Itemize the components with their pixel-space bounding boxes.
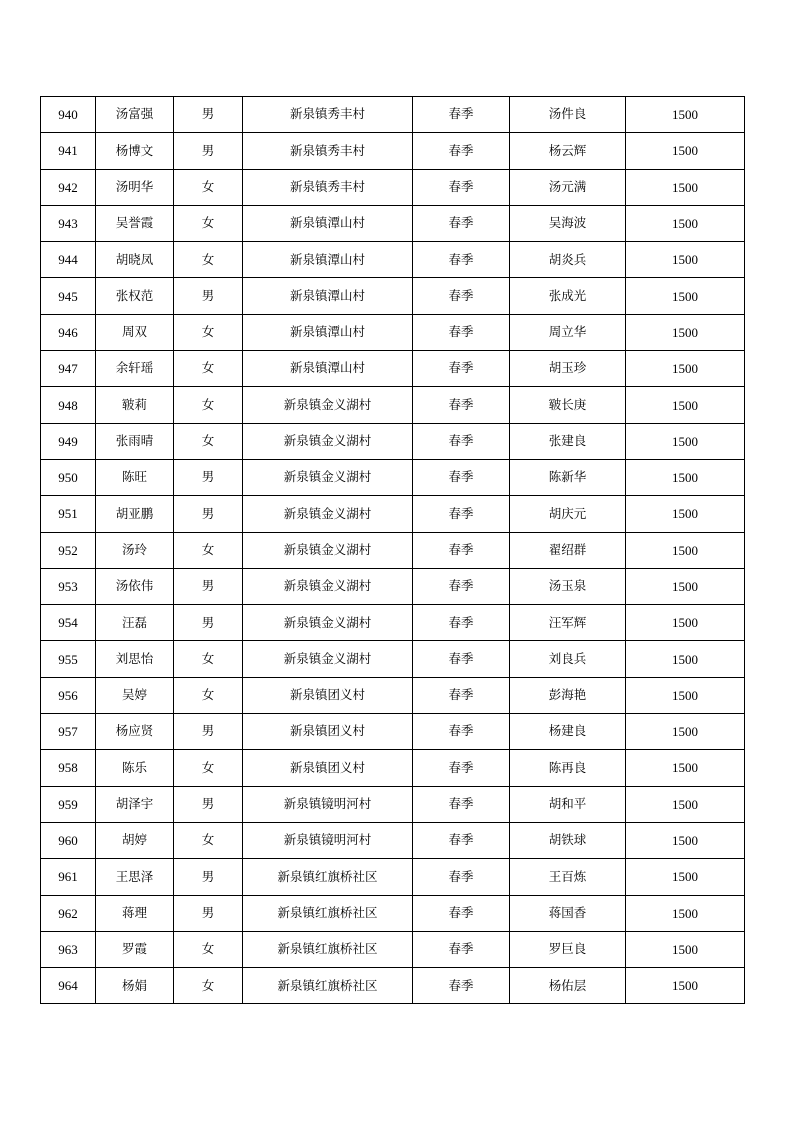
guardian-name-cell: 杨建良 — [510, 714, 626, 750]
gender-cell: 男 — [174, 133, 243, 169]
term-cell: 春季 — [413, 931, 510, 967]
row-number-cell: 962 — [41, 895, 96, 931]
term-cell: 春季 — [413, 351, 510, 387]
guardian-name-cell: 刘良兵 — [510, 641, 626, 677]
amount-cell: 1500 — [626, 750, 745, 786]
student-name-cell: 王思泽 — [96, 859, 174, 895]
guardian-name-cell: 汤玉泉 — [510, 568, 626, 604]
term-cell: 春季 — [413, 133, 510, 169]
guardian-name-cell: 杨佑层 — [510, 968, 626, 1004]
table-row — [41, 931, 745, 967]
guardian-name-cell: 皲长庚 — [510, 387, 626, 423]
row-number-cell: 960 — [41, 822, 96, 858]
guardian-name-cell: 彭海艳 — [510, 677, 626, 713]
amount-cell: 1500 — [626, 968, 745, 1004]
address-cell: 新泉镇镜明河村 — [243, 786, 413, 822]
table-row — [41, 387, 745, 423]
row-number-cell: 940 — [41, 97, 96, 133]
address-cell: 新泉镇金义湖村 — [243, 641, 413, 677]
term-cell: 春季 — [413, 496, 510, 532]
address-cell: 新泉镇团义村 — [243, 750, 413, 786]
address-cell: 新泉镇镜明河村 — [243, 822, 413, 858]
student-name-cell: 张权范 — [96, 278, 174, 314]
term-cell: 春季 — [413, 423, 510, 459]
guardian-name-cell: 陈再良 — [510, 750, 626, 786]
gender-cell: 男 — [174, 859, 243, 895]
row-number-cell: 956 — [41, 677, 96, 713]
address-cell: 新泉镇金义湖村 — [243, 568, 413, 604]
table-row — [41, 278, 745, 314]
row-number-cell: 943 — [41, 205, 96, 241]
address-cell: 新泉镇金义湖村 — [243, 605, 413, 641]
table-row — [41, 677, 745, 713]
term-cell: 春季 — [413, 314, 510, 350]
gender-cell: 女 — [174, 641, 243, 677]
amount-cell: 1500 — [626, 714, 745, 750]
student-name-cell: 蒋理 — [96, 895, 174, 931]
amount-cell: 1500 — [626, 423, 745, 459]
gender-cell: 男 — [174, 568, 243, 604]
amount-cell: 1500 — [626, 496, 745, 532]
row-number-cell: 964 — [41, 968, 96, 1004]
term-cell: 春季 — [413, 387, 510, 423]
guardian-name-cell: 汪军辉 — [510, 605, 626, 641]
amount-cell: 1500 — [626, 786, 745, 822]
guardian-name-cell: 张建良 — [510, 423, 626, 459]
term-cell: 春季 — [413, 97, 510, 133]
term-cell: 春季 — [413, 786, 510, 822]
row-number-cell: 947 — [41, 351, 96, 387]
table-row — [41, 496, 745, 532]
row-number-cell: 946 — [41, 314, 96, 350]
amount-cell: 1500 — [626, 314, 745, 350]
table-row — [41, 750, 745, 786]
address-cell: 新泉镇红旗桥社区 — [243, 859, 413, 895]
table-row — [41, 169, 745, 205]
address-cell: 新泉镇团义村 — [243, 677, 413, 713]
student-name-cell: 刘思怡 — [96, 641, 174, 677]
gender-cell: 男 — [174, 496, 243, 532]
gender-cell: 女 — [174, 387, 243, 423]
row-number-cell: 951 — [41, 496, 96, 532]
address-cell: 新泉镇红旗桥社区 — [243, 895, 413, 931]
guardian-name-cell: 周立华 — [510, 314, 626, 350]
table-row — [41, 242, 745, 278]
address-cell: 新泉镇潭山村 — [243, 278, 413, 314]
term-cell: 春季 — [413, 677, 510, 713]
table-row — [41, 133, 745, 169]
guardian-name-cell: 张成光 — [510, 278, 626, 314]
amount-cell: 1500 — [626, 822, 745, 858]
table-row — [41, 714, 745, 750]
gender-cell: 女 — [174, 822, 243, 858]
student-name-cell: 吴婷 — [96, 677, 174, 713]
guardian-name-cell: 胡庆元 — [510, 496, 626, 532]
amount-cell: 1500 — [626, 895, 745, 931]
amount-cell: 1500 — [626, 169, 745, 205]
table-row — [41, 532, 745, 568]
term-cell: 春季 — [413, 605, 510, 641]
guardian-name-cell: 胡玉珍 — [510, 351, 626, 387]
amount-cell: 1500 — [626, 859, 745, 895]
gender-cell: 女 — [174, 677, 243, 713]
guardian-name-cell: 吴海波 — [510, 205, 626, 241]
term-cell: 春季 — [413, 859, 510, 895]
term-cell: 春季 — [413, 968, 510, 1004]
table-row — [41, 968, 745, 1004]
address-cell: 新泉镇金义湖村 — [243, 423, 413, 459]
row-number-cell: 954 — [41, 605, 96, 641]
row-number-cell: 948 — [41, 387, 96, 423]
gender-cell: 男 — [174, 714, 243, 750]
row-number-cell: 961 — [41, 859, 96, 895]
gender-cell: 男 — [174, 786, 243, 822]
gender-cell: 女 — [174, 931, 243, 967]
address-cell: 新泉镇秀丰村 — [243, 133, 413, 169]
table-row — [41, 97, 745, 133]
amount-cell: 1500 — [626, 278, 745, 314]
row-number-cell: 957 — [41, 714, 96, 750]
address-cell: 新泉镇潭山村 — [243, 314, 413, 350]
table-row — [41, 605, 745, 641]
amount-cell: 1500 — [626, 242, 745, 278]
table-row — [41, 786, 745, 822]
term-cell: 春季 — [413, 532, 510, 568]
student-name-cell: 罗霞 — [96, 931, 174, 967]
student-name-cell: 胡婷 — [96, 822, 174, 858]
guardian-name-cell: 翟绍群 — [510, 532, 626, 568]
term-cell: 春季 — [413, 278, 510, 314]
roster-table — [40, 96, 745, 1004]
student-name-cell: 汤玲 — [96, 532, 174, 568]
table-row — [41, 351, 745, 387]
gender-cell: 男 — [174, 97, 243, 133]
row-number-cell: 945 — [41, 278, 96, 314]
table-row — [41, 314, 745, 350]
student-name-cell: 皲莉 — [96, 387, 174, 423]
address-cell: 新泉镇潭山村 — [243, 351, 413, 387]
address-cell: 新泉镇金义湖村 — [243, 496, 413, 532]
table-row — [41, 423, 745, 459]
student-name-cell: 胡泽宇 — [96, 786, 174, 822]
address-cell: 新泉镇团义村 — [243, 714, 413, 750]
term-cell: 春季 — [413, 568, 510, 604]
student-name-cell: 周双 — [96, 314, 174, 350]
amount-cell: 1500 — [626, 133, 745, 169]
address-cell: 新泉镇红旗桥社区 — [243, 968, 413, 1004]
row-number-cell: 950 — [41, 459, 96, 495]
row-number-cell: 942 — [41, 169, 96, 205]
amount-cell: 1500 — [626, 931, 745, 967]
term-cell: 春季 — [413, 242, 510, 278]
gender-cell: 女 — [174, 242, 243, 278]
address-cell: 新泉镇红旗桥社区 — [243, 931, 413, 967]
student-name-cell: 汤明华 — [96, 169, 174, 205]
table-row — [41, 459, 745, 495]
term-cell: 春季 — [413, 750, 510, 786]
amount-cell: 1500 — [626, 387, 745, 423]
student-name-cell: 陈旺 — [96, 459, 174, 495]
gender-cell: 女 — [174, 169, 243, 205]
gender-cell: 女 — [174, 968, 243, 1004]
student-name-cell: 余轩瑶 — [96, 351, 174, 387]
gender-cell: 男 — [174, 278, 243, 314]
gender-cell: 女 — [174, 750, 243, 786]
term-cell: 春季 — [413, 822, 510, 858]
address-cell: 新泉镇金义湖村 — [243, 532, 413, 568]
row-number-cell: 944 — [41, 242, 96, 278]
guardian-name-cell: 胡和平 — [510, 786, 626, 822]
gender-cell: 男 — [174, 459, 243, 495]
guardian-name-cell: 杨云辉 — [510, 133, 626, 169]
guardian-name-cell: 蒋国香 — [510, 895, 626, 931]
guardian-name-cell: 胡炎兵 — [510, 242, 626, 278]
student-name-cell: 吴誉霞 — [96, 205, 174, 241]
guardian-name-cell: 陈新华 — [510, 459, 626, 495]
guardian-name-cell: 王百炼 — [510, 859, 626, 895]
guardian-name-cell: 胡铁球 — [510, 822, 626, 858]
student-name-cell: 杨应贤 — [96, 714, 174, 750]
amount-cell: 1500 — [626, 205, 745, 241]
guardian-name-cell: 汤元满 — [510, 169, 626, 205]
student-name-cell: 杨娟 — [96, 968, 174, 1004]
student-name-cell: 汪磊 — [96, 605, 174, 641]
student-name-cell: 胡亚鹏 — [96, 496, 174, 532]
gender-cell: 女 — [174, 351, 243, 387]
table-row — [41, 859, 745, 895]
amount-cell: 1500 — [626, 351, 745, 387]
table-row — [41, 822, 745, 858]
address-cell: 新泉镇金义湖村 — [243, 459, 413, 495]
guardian-name-cell: 汤件良 — [510, 97, 626, 133]
student-name-cell: 杨博文 — [96, 133, 174, 169]
student-name-cell: 张雨晴 — [96, 423, 174, 459]
gender-cell: 男 — [174, 605, 243, 641]
gender-cell: 女 — [174, 532, 243, 568]
address-cell: 新泉镇金义湖村 — [243, 387, 413, 423]
address-cell: 新泉镇潭山村 — [243, 205, 413, 241]
student-name-cell: 汤依伟 — [96, 568, 174, 604]
guardian-name-cell: 罗巨良 — [510, 931, 626, 967]
amount-cell: 1500 — [626, 677, 745, 713]
student-name-cell: 陈乐 — [96, 750, 174, 786]
student-name-cell: 汤富强 — [96, 97, 174, 133]
amount-cell: 1500 — [626, 641, 745, 677]
row-number-cell: 958 — [41, 750, 96, 786]
term-cell: 春季 — [413, 459, 510, 495]
row-number-cell: 949 — [41, 423, 96, 459]
table-row — [41, 205, 745, 241]
amount-cell: 1500 — [626, 97, 745, 133]
gender-cell: 女 — [174, 205, 243, 241]
gender-cell: 男 — [174, 895, 243, 931]
amount-cell: 1500 — [626, 532, 745, 568]
term-cell: 春季 — [413, 169, 510, 205]
amount-cell: 1500 — [626, 568, 745, 604]
amount-cell: 1500 — [626, 459, 745, 495]
address-cell: 新泉镇秀丰村 — [243, 169, 413, 205]
row-number-cell: 963 — [41, 931, 96, 967]
roster-table-body — [41, 97, 745, 1004]
address-cell: 新泉镇潭山村 — [243, 242, 413, 278]
row-number-cell: 953 — [41, 568, 96, 604]
amount-cell: 1500 — [626, 605, 745, 641]
student-name-cell: 胡晓凤 — [96, 242, 174, 278]
row-number-cell: 959 — [41, 786, 96, 822]
term-cell: 春季 — [413, 641, 510, 677]
address-cell: 新泉镇秀丰村 — [243, 97, 413, 133]
gender-cell: 女 — [174, 314, 243, 350]
row-number-cell: 941 — [41, 133, 96, 169]
gender-cell: 女 — [174, 423, 243, 459]
row-number-cell: 952 — [41, 532, 96, 568]
row-number-cell: 955 — [41, 641, 96, 677]
term-cell: 春季 — [413, 205, 510, 241]
table-row — [41, 895, 745, 931]
term-cell: 春季 — [413, 714, 510, 750]
table-row — [41, 568, 745, 604]
table-row — [41, 641, 745, 677]
term-cell: 春季 — [413, 895, 510, 931]
